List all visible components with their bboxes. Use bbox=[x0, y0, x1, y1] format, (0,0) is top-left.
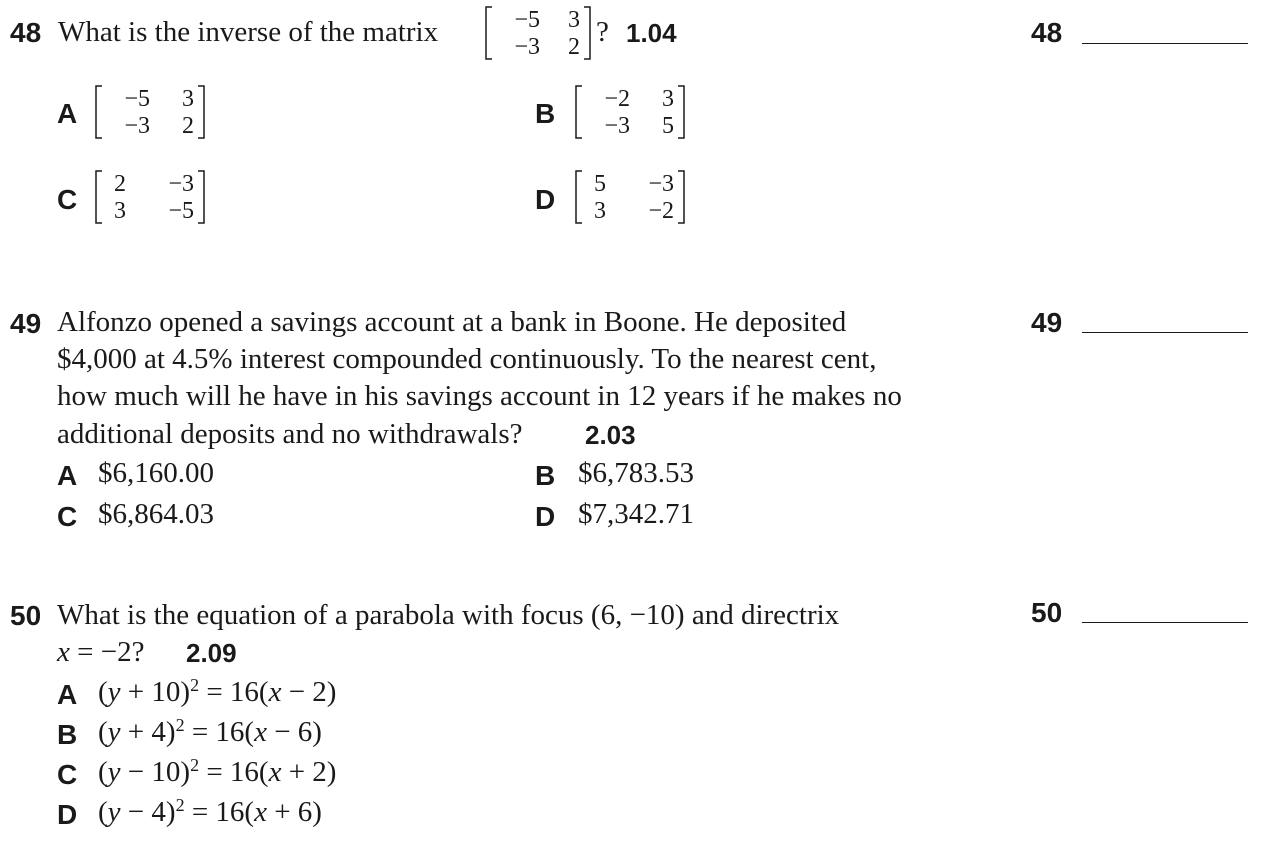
equation-part: + 6) bbox=[266, 796, 322, 828]
option-letter: D bbox=[535, 184, 556, 215]
standard-code: 2.09 bbox=[186, 638, 237, 668]
question-text-line: how much will he have in his savings account in 12 years if he makes no bbox=[57, 380, 902, 412]
option-text: $7,342.71 bbox=[578, 498, 694, 530]
question-number: 49 bbox=[10, 308, 42, 339]
equation-rest: = −2? bbox=[69, 636, 145, 668]
option-text: $6,783.53 bbox=[578, 457, 694, 489]
equation-part: − 6) bbox=[266, 716, 322, 748]
option-letter: B bbox=[57, 719, 78, 750]
matrix-cell: −5 bbox=[168, 198, 194, 224]
question-number: 48 bbox=[10, 17, 42, 48]
option-letter: A bbox=[57, 98, 78, 129]
matrix-cell: −3 bbox=[604, 113, 630, 139]
matrix-cell: −3 bbox=[648, 171, 674, 197]
equation-part: + 4) bbox=[120, 716, 176, 748]
equation-part: − 10) bbox=[120, 756, 191, 788]
matrix-cell: 2 bbox=[568, 34, 580, 60]
option-letter: B bbox=[535, 98, 556, 129]
exponent: 2 bbox=[190, 675, 200, 695]
option-matrix bbox=[94, 169, 206, 225]
exponent: 2 bbox=[175, 795, 185, 815]
question-number: 50 bbox=[10, 600, 42, 631]
variable-x: x bbox=[268, 756, 282, 788]
answer-label: 48 bbox=[1031, 17, 1063, 48]
standard-code: 1.04 bbox=[626, 18, 677, 48]
matrix-cell: 3 bbox=[662, 86, 674, 112]
option-equation: $(y + 4)^2 = 16(x - 6)$ bbox=[98, 715, 322, 748]
variable-x: x bbox=[268, 676, 282, 708]
matrix-cell: 3 bbox=[594, 198, 606, 224]
option-letter: C bbox=[57, 501, 78, 532]
matrix-cell: 2 bbox=[182, 113, 194, 139]
equation-part: − 2) bbox=[281, 676, 337, 708]
equation-part: = 16( bbox=[199, 676, 269, 708]
exponent: 2 bbox=[190, 755, 200, 775]
matrix-cell: 5 bbox=[594, 171, 606, 197]
matrix-cell: −3 bbox=[514, 34, 540, 60]
question-text-line: Alfonzo opened a savings account at a bank in Boone. He deposited bbox=[57, 306, 847, 338]
option-matrix bbox=[94, 84, 206, 140]
variable-y: y bbox=[107, 796, 121, 828]
option-equation: $(y - 10)^2 = 16(x + 2)$ bbox=[98, 755, 337, 788]
option-letter: A bbox=[57, 460, 78, 491]
variable-x: x bbox=[57, 636, 70, 668]
option-letter: D bbox=[57, 799, 78, 830]
variable-y: y bbox=[107, 756, 121, 788]
option-letter: B bbox=[535, 460, 556, 491]
variable-y: y bbox=[107, 676, 121, 708]
variable-y: y bbox=[107, 716, 121, 748]
equation-part: − 4) bbox=[120, 796, 176, 828]
matrix-cell: 3 bbox=[568, 7, 580, 33]
option-text: $6,160.00 bbox=[98, 457, 214, 489]
option-matrix bbox=[574, 84, 686, 140]
matrix-cell: 3 bbox=[182, 86, 194, 112]
matrix-cell: −2 bbox=[648, 198, 674, 224]
option-equation: $(y - 4)^2 = 16(x + 6)$ bbox=[98, 795, 322, 828]
option-letter: D bbox=[535, 501, 556, 532]
option-matrix bbox=[574, 169, 686, 225]
equation-part: = 16( bbox=[199, 756, 269, 788]
matrix-cell: −3 bbox=[168, 171, 194, 197]
matrix-cell: −2 bbox=[604, 86, 630, 112]
variable-x: x bbox=[254, 796, 267, 828]
answer-label: 49 bbox=[1031, 307, 1063, 338]
question-text-line: additional deposits and no withdrawals? bbox=[57, 418, 523, 450]
question-matrix bbox=[484, 5, 592, 61]
standard-code: 2.03 bbox=[585, 420, 636, 450]
matrix-cell: 3 bbox=[114, 198, 126, 224]
matrix-cell: 2 bbox=[114, 171, 126, 197]
question-text: What is the inverse of the matrix bbox=[58, 16, 439, 48]
question-text-line: What is the equation of a parabola with focus (6, −10) and directrix bbox=[57, 599, 840, 631]
option-text: $6,864.03 bbox=[98, 498, 214, 530]
answer-blank[interactable] bbox=[1082, 622, 1248, 623]
equation-part: + 2) bbox=[281, 756, 337, 788]
question-text-line: $4,000 at 4.5% interest compounded continuously. To the nearest cent, bbox=[57, 343, 877, 375]
matrix-cell: −5 bbox=[514, 7, 540, 33]
exponent: 2 bbox=[175, 715, 185, 735]
equation-part: + 10) bbox=[120, 676, 191, 708]
option-equation: $(y + 10)^2 = 16(x - 2)$ bbox=[98, 675, 337, 708]
variable-x: x bbox=[254, 716, 267, 748]
question-mark: ? bbox=[596, 16, 609, 48]
matrix-cell: 5 bbox=[662, 113, 674, 139]
matrix-cell: −3 bbox=[124, 113, 150, 139]
matrix-cell: −5 bbox=[124, 86, 150, 112]
question-text-line bbox=[57, 634, 144, 671]
option-letter: C bbox=[57, 184, 78, 215]
option-letter: A bbox=[57, 679, 78, 710]
answer-blank[interactable] bbox=[1082, 43, 1248, 44]
equation-part: = 16( bbox=[184, 716, 255, 748]
option-letter: C bbox=[57, 759, 78, 790]
equation-part: = 16( bbox=[184, 796, 255, 828]
answer-label: 50 bbox=[1031, 597, 1063, 628]
answer-blank[interactable] bbox=[1082, 332, 1248, 333]
